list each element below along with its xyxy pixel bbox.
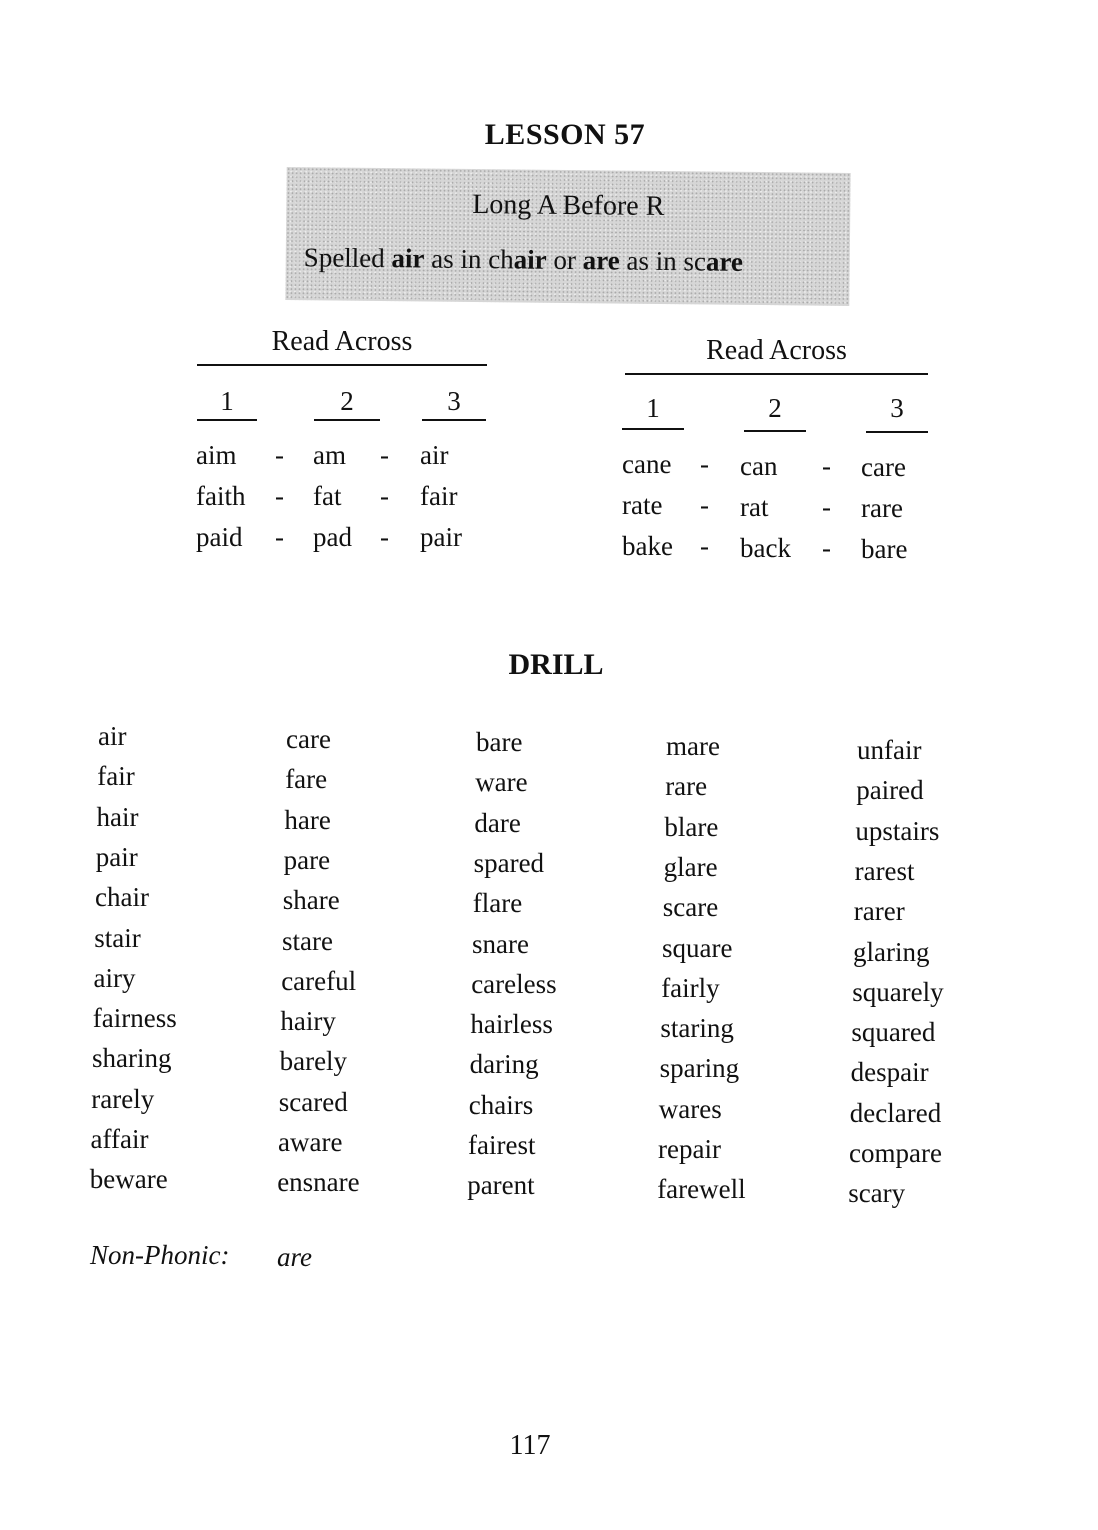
drill-word: mare bbox=[666, 731, 720, 761]
read-across-word: pair bbox=[420, 522, 462, 552]
drill-word: airy bbox=[93, 962, 136, 993]
read-across-word: cane bbox=[622, 449, 672, 479]
banner-subheading bbox=[304, 242, 743, 278]
column-number: 1 bbox=[220, 386, 234, 416]
read-across-word: can bbox=[740, 450, 778, 481]
drill-word: fare bbox=[285, 764, 328, 795]
read-across-word: rat bbox=[740, 491, 769, 522]
column-number-underline bbox=[622, 428, 684, 430]
drill-word: blare bbox=[664, 811, 719, 842]
word-separator-dash: - bbox=[275, 481, 284, 511]
drill-word: stare bbox=[282, 925, 333, 956]
drill-word: glaring bbox=[853, 936, 930, 967]
read-across-word: am bbox=[313, 440, 346, 470]
read-across-heading: Read Across bbox=[706, 335, 847, 366]
read-across-word: fat bbox=[313, 481, 342, 511]
drill-word: glare bbox=[663, 851, 718, 882]
title-banner bbox=[285, 167, 850, 306]
drill-word: spared bbox=[473, 847, 545, 878]
drill-word: flare bbox=[472, 888, 523, 919]
drill-word: hairless bbox=[470, 1009, 553, 1040]
drill-word: pare bbox=[283, 844, 331, 875]
banner-text-segment: Spelled bbox=[303, 242, 392, 274]
drill-word: fairest bbox=[468, 1130, 536, 1160]
drill-word: ensnare bbox=[277, 1167, 360, 1198]
drill-word: upstairs bbox=[855, 815, 940, 846]
column-number-underline bbox=[422, 419, 486, 421]
column-number: 2 bbox=[340, 386, 354, 416]
drill-word: beware bbox=[89, 1164, 168, 1195]
banner-bold-segment: air bbox=[391, 243, 425, 274]
drill-word: aware bbox=[278, 1127, 343, 1157]
drill-word: share bbox=[282, 885, 340, 916]
read-across-word: rare bbox=[861, 493, 903, 523]
drill-word: scary bbox=[848, 1178, 906, 1209]
drill-word: chairs bbox=[468, 1089, 534, 1120]
drill-word: unfair bbox=[857, 735, 922, 765]
read-across-word: back bbox=[740, 532, 791, 563]
column-number: 3 bbox=[447, 386, 461, 416]
drill-word: ware bbox=[475, 767, 528, 798]
non-phonic-word: are bbox=[277, 1242, 312, 1272]
column-number: 2 bbox=[768, 393, 782, 423]
word-separator-dash: - bbox=[275, 522, 284, 552]
drill-word: parent bbox=[467, 1170, 535, 1201]
drill-word: sharing bbox=[92, 1043, 172, 1074]
read-across-heading: Read Across bbox=[271, 326, 413, 357]
column-number-underline bbox=[866, 431, 928, 433]
column-number: 3 bbox=[890, 393, 904, 423]
read-across-word: bake bbox=[622, 531, 673, 561]
banner-text-segment: as in sc bbox=[619, 245, 707, 277]
read-across-word: care bbox=[861, 452, 906, 482]
column-number-underline bbox=[197, 419, 257, 421]
drill-word: farewell bbox=[657, 1174, 746, 1205]
drill-word: sparing bbox=[659, 1053, 740, 1084]
drill-word: hair bbox=[96, 801, 139, 832]
banner-text-segment: or bbox=[546, 244, 583, 276]
drill-word: staring bbox=[660, 1013, 734, 1044]
word-separator-dash: - bbox=[700, 449, 709, 479]
drill-word: fairness bbox=[92, 1003, 177, 1034]
banner-bold-segment: are bbox=[705, 246, 744, 277]
drill-word: affair bbox=[90, 1124, 149, 1154]
drill-word: paired bbox=[856, 775, 924, 806]
drill-word: careful bbox=[281, 965, 357, 996]
word-separator-dash: - bbox=[822, 450, 831, 481]
drill-word: fair bbox=[97, 761, 135, 792]
word-separator-dash: - bbox=[380, 522, 389, 552]
banner-heading: Long A Before R bbox=[472, 188, 665, 223]
read-across-word: paid bbox=[196, 522, 243, 552]
column-number-underline bbox=[744, 430, 806, 432]
drill-word: barely bbox=[279, 1046, 348, 1077]
banner-text-segment: as in ch bbox=[424, 243, 514, 275]
read-across-word: faith bbox=[196, 481, 246, 511]
read-across-word: fair bbox=[420, 481, 458, 511]
drill-word: compare bbox=[849, 1138, 942, 1168]
word-separator-dash: - bbox=[700, 531, 709, 561]
column-number-underline bbox=[314, 419, 380, 421]
banner-bold-segment: air bbox=[513, 244, 547, 275]
page-number: 117 bbox=[509, 1430, 551, 1461]
drill-word: rare bbox=[665, 771, 708, 802]
drill-word: rarely bbox=[91, 1083, 155, 1114]
word-separator-dash: - bbox=[822, 532, 831, 563]
word-separator-dash: - bbox=[700, 490, 709, 520]
drill-word: wares bbox=[658, 1093, 722, 1124]
drill-word: hairy bbox=[280, 1006, 336, 1037]
drill-word: fairly bbox=[661, 972, 720, 1003]
word-separator-dash: - bbox=[380, 481, 389, 511]
column-number: 1 bbox=[646, 393, 660, 423]
lesson-title: LESSON 57 bbox=[484, 118, 646, 151]
drill-word: squared bbox=[851, 1017, 936, 1048]
drill-word: snare bbox=[472, 928, 529, 959]
drill-word: bare bbox=[476, 727, 523, 757]
drill-word: dare bbox=[474, 807, 521, 838]
drill-word: pair bbox=[95, 841, 138, 872]
read-across-word: aim bbox=[196, 440, 237, 470]
drill-word: daring bbox=[469, 1049, 539, 1080]
drill-word: despair bbox=[850, 1057, 929, 1088]
read-across-word: rate bbox=[622, 490, 663, 520]
banner-bold-segment: are bbox=[582, 245, 620, 276]
drill-word: repair bbox=[658, 1134, 721, 1164]
drill-word: hare bbox=[284, 804, 331, 835]
drill-word: stair bbox=[94, 922, 141, 953]
heading-underline bbox=[625, 373, 928, 375]
drill-word: declared bbox=[849, 1097, 942, 1128]
drill-word: air bbox=[98, 721, 127, 751]
read-across-word: bare bbox=[861, 534, 908, 564]
drill-word: careless bbox=[471, 968, 557, 999]
drill-word: chair bbox=[95, 882, 149, 913]
word-separator-dash: - bbox=[275, 440, 284, 470]
drill-word: care bbox=[286, 724, 331, 754]
drill-word: rarest bbox=[854, 855, 915, 886]
word-separator-dash: - bbox=[822, 491, 831, 522]
drill-word: scare bbox=[662, 892, 719, 923]
non-phonic-label: Non-Phonic: bbox=[90, 1240, 230, 1270]
word-separator-dash: - bbox=[380, 440, 389, 470]
drill-title: DRILL bbox=[508, 648, 604, 681]
drill-word: square bbox=[662, 932, 733, 963]
drill-word: rarer bbox=[853, 896, 905, 927]
drill-word: squarely bbox=[852, 976, 944, 1007]
heading-underline bbox=[197, 364, 487, 366]
read-across-word: pad bbox=[313, 522, 352, 552]
drill-word: scared bbox=[278, 1086, 348, 1117]
read-across-word: air bbox=[420, 440, 449, 470]
